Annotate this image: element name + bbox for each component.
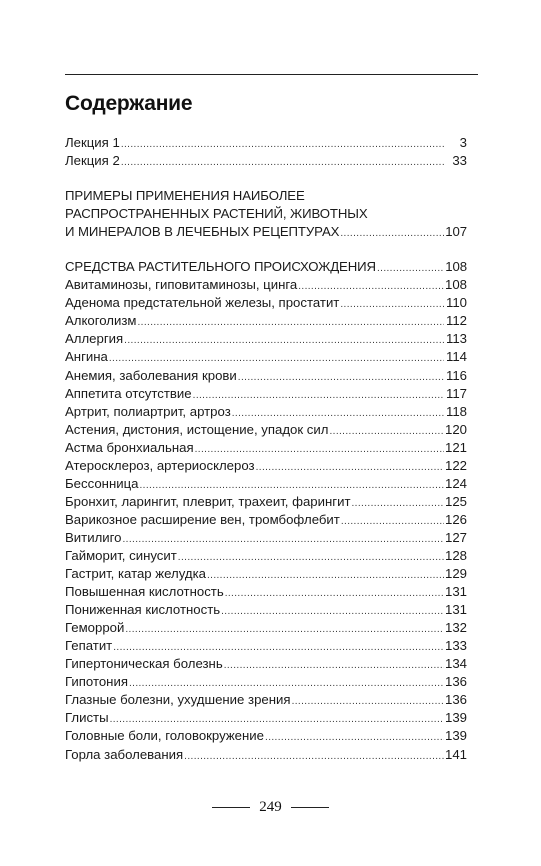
dot-leader: [340, 296, 444, 314]
toc-entry-page: 118: [445, 403, 467, 419]
toc-entry-page: 122: [444, 457, 467, 473]
dot-leader: [352, 495, 444, 513]
toc-entry-title: Астения, дистония, истощение, упадок сил: [65, 421, 329, 437]
toc-entry[interactable]: [65, 367, 467, 385]
dot-leader: [124, 332, 444, 350]
toc-entry-title: Лекция 1: [65, 135, 120, 150]
toc-entry-title: Горла заболевания: [65, 746, 184, 762]
toc-entry-title: Анемия, заболевания крови: [65, 367, 237, 383]
toc-entry-title: Гастрит, катар желудка: [65, 566, 206, 582]
toc-entry-page: 127: [444, 529, 467, 545]
toc-entry-page: 133: [444, 638, 467, 654]
toc-entry-title: Пониженная кислотность: [65, 602, 221, 618]
toc-entry[interactable]: [65, 348, 467, 366]
toc-entry[interactable]: [65, 601, 467, 619]
examples-section-line-2: РАСПРОСТРАНЕННЫХ РАСТЕНИЙ, ЖИВОТНЫХ: [65, 206, 368, 222]
toc-entry-title: Гепатит: [65, 638, 113, 654]
dot-leader: [329, 423, 444, 441]
toc-entry[interactable]: [65, 637, 467, 655]
toc-entry[interactable]: [65, 655, 467, 673]
toc-entry-title: Ангина: [65, 349, 108, 365]
toc-entry-page: 129: [444, 566, 467, 582]
examples-section[interactable]: [65, 187, 467, 241]
dot-leader: [121, 136, 444, 154]
toc-entry[interactable]: [65, 385, 467, 403]
toc-entry-title: Гипотония: [65, 674, 128, 690]
toc-entry-page: 120: [444, 421, 467, 437]
dot-leader: [221, 603, 444, 621]
toc-entry-title: Аденома предстательной железы, простатит: [65, 295, 340, 311]
toc-entry-page: 112: [445, 313, 467, 329]
toc-entry[interactable]: [65, 709, 467, 727]
footer-rule-left: [212, 807, 250, 808]
toc-entry-title: Глисты: [65, 710, 109, 726]
dot-leader: [341, 513, 444, 531]
toc-entry[interactable]: [65, 475, 467, 493]
dot-leader: [292, 693, 444, 711]
table-of-contents: [65, 134, 467, 764]
toc-entry-page: 125: [444, 493, 467, 509]
examples-section-last-line: [65, 223, 467, 241]
toc-entry[interactable]: [65, 312, 467, 330]
toc-entry-page: 131: [444, 584, 467, 600]
toc-entry[interactable]: [65, 457, 467, 475]
toc-entry-title: Гайморит, синусит: [65, 547, 177, 563]
toc-entry-page: 136: [444, 674, 467, 690]
lectures-group: [65, 134, 467, 170]
toc-entry-title: Авитаминозы, гиповитаминозы, цинга: [65, 277, 298, 293]
dot-leader: [125, 621, 444, 639]
toc-entry-title: Бессонница: [65, 475, 139, 491]
toc-entry-title: Глазные болезни, ухудшение зрения: [65, 692, 291, 708]
toc-entry-title: Витилиго: [65, 529, 122, 545]
toc-entry[interactable]: [65, 583, 467, 601]
toc-entry-title: Астма бронхиальная: [65, 439, 194, 455]
plant-section-heading[interactable]: [65, 258, 467, 276]
dot-leader: [238, 369, 444, 387]
toc-entry[interactable]: [65, 294, 467, 312]
toc-entry-title: Лекция 2: [65, 153, 120, 169]
toc-entry[interactable]: [65, 673, 467, 691]
toc-entry-title: Аппетита отсутствие: [65, 385, 192, 401]
plant-entries-list: [65, 276, 467, 763]
dot-leader: [265, 729, 444, 747]
toc-entry-title: Гипертоническая болезнь: [65, 656, 223, 672]
toc-entry-page: 124: [444, 475, 467, 491]
toc-entry[interactable]: [65, 727, 467, 745]
toc-entry-page: 110: [445, 295, 467, 311]
toc-entry-lecture-2[interactable]: [65, 152, 467, 170]
dot-leader: [184, 748, 444, 766]
dot-leader: [377, 260, 444, 278]
toc-entry-title: Атеросклероз, артериосклероз: [65, 457, 255, 473]
toc-entry-page: 121: [444, 439, 467, 455]
toc-entry-page: 116: [445, 367, 467, 383]
page-number: 249: [259, 799, 282, 815]
page-footer: [0, 799, 541, 816]
toc-entry[interactable]: [65, 691, 467, 709]
examples-section-line-1: ПРИМЕРЫ ПРИМЕНЕНИЯ НАИБОЛЕЕ: [65, 188, 305, 204]
toc-entry-page: 141: [444, 746, 467, 762]
toc-entry[interactable]: [65, 493, 467, 511]
toc-entry-page: 131: [444, 602, 467, 618]
toc-entry-title: Геморрой: [65, 620, 125, 636]
toc-entry-title: СРЕДСТВА РАСТИТЕЛЬНОГО ПРОИСХОЖДЕНИЯ: [65, 259, 376, 275]
toc-entry-title: Аллергия: [65, 331, 124, 347]
toc-entry[interactable]: [65, 511, 467, 529]
toc-entry[interactable]: [65, 565, 467, 583]
toc-entry-page: 33: [452, 153, 467, 169]
dot-leader: [340, 225, 444, 243]
toc-entry-title: И МИНЕРАЛОВ В ЛЕЧЕБНЫХ РЕЦЕПТУРАХ: [65, 224, 340, 240]
footer-rule-right: [291, 807, 329, 808]
toc-entry-page: 132: [444, 620, 467, 636]
toc-entry-title: Варикозное расширение вен, тромбофлебит: [65, 511, 340, 527]
toc-entry-page: 117: [445, 385, 467, 401]
toc-entry-page: 114: [445, 349, 467, 365]
toc-entry-page: 128: [444, 547, 467, 563]
toc-entry-title: Бронхит, ларингит, плеврит, трахеит, фарингит: [65, 493, 351, 509]
toc-entry-page: 139: [444, 710, 467, 726]
toc-entry[interactable]: [65, 547, 467, 565]
dot-leader: [178, 549, 444, 567]
toc-entry-title: Алкоголизм: [65, 313, 137, 329]
dot-leader: [121, 154, 444, 172]
toc-entry-page: 139: [444, 728, 467, 744]
dot-leader: [137, 314, 444, 332]
dot-leader: [224, 657, 444, 675]
toc-entry-page: 136: [444, 692, 467, 708]
toc-entry-title: Артрит, полиартрит, артроз: [65, 403, 231, 419]
dot-leader: [207, 567, 444, 585]
toc-entry[interactable]: [65, 276, 467, 294]
toc-entry-page: 108: [445, 259, 467, 275]
page-title: Содержание: [65, 92, 193, 115]
toc-entry-page: 108: [444, 277, 467, 293]
dot-leader: [225, 585, 444, 603]
toc-entry-lecture-1[interactable]: [65, 134, 467, 152]
dot-leader: [256, 459, 444, 477]
toc-entry[interactable]: [65, 421, 467, 439]
toc-entry-title: Головные боли, головокружение: [65, 728, 265, 744]
toc-entry-page: 3: [459, 135, 467, 150]
toc-entry[interactable]: [65, 746, 467, 764]
top-rule: [65, 74, 478, 75]
toc-entry[interactable]: [65, 529, 467, 547]
toc-entry-title: Повышенная кислотность: [65, 584, 224, 600]
toc-entry-page: 126: [444, 511, 467, 527]
toc-entry[interactable]: [65, 439, 467, 457]
toc-entry[interactable]: [65, 330, 467, 348]
toc-entry-page: 107: [445, 224, 467, 240]
toc-entry[interactable]: [65, 403, 467, 421]
plant-section: [65, 258, 467, 763]
toc-entry[interactable]: [65, 619, 467, 637]
toc-entry-page: 134: [444, 656, 467, 672]
toc-entry-page: 113: [445, 331, 467, 347]
